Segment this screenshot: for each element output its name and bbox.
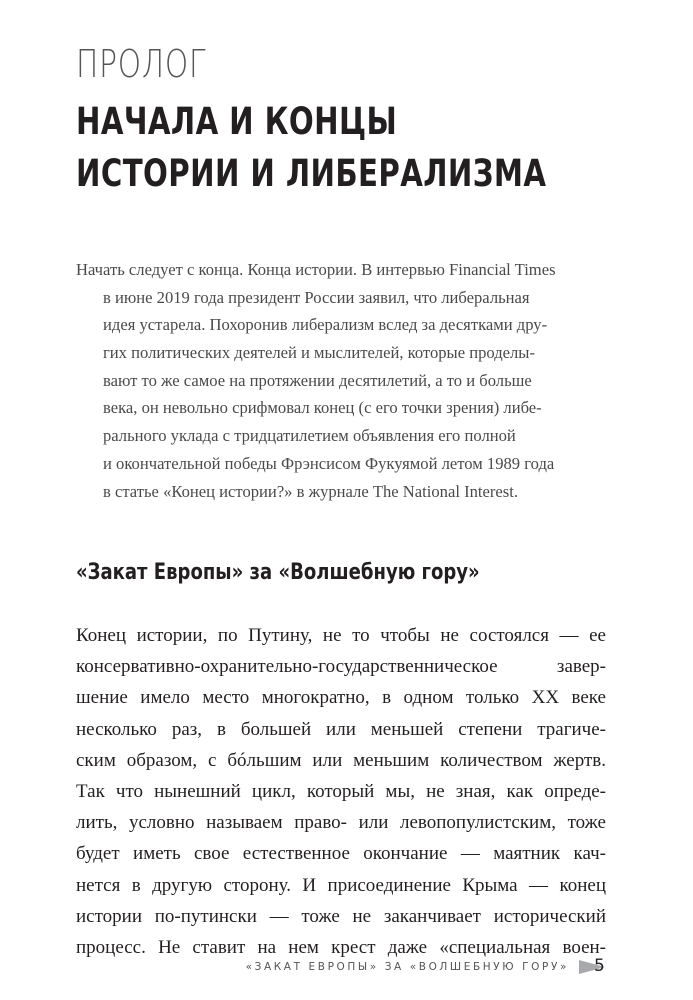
body-line: нется в другую сторону. И присоединение Крыма — конец [76,874,606,896]
body-line: ским образом, с бóльшим или меньшим количеством жертв. [76,749,606,771]
chapter-label: ПРОЛОГ [76,42,207,86]
body-line: шение имело место многократно, в одном только XX веке [76,687,606,709]
intro-paragraph [76,256,616,505]
intro-line: вают то же самое на протяжении десятилетий, а то и больше [103,370,532,390]
intro-line: рального уклада с тридцатилетием объявления его полной [103,426,516,446]
intro-line: и окончательной победы Фрэнсисом Фукуямой летом 1989 года [103,453,555,473]
intro-line: идея устарела. Похоронив либерализм вслед за десятками дру- [103,315,548,335]
body-line: лить, условно называем право- или левопопулистским, тоже [76,812,606,834]
body-line: процесс. Не ставит на нем крест даже «специальная воен- [76,936,606,958]
section-heading: «Закат Европы» за «Волшебную гору» [76,560,480,585]
body-line: несколько раз, в большей или меньшей степени трагиче- [76,718,606,740]
running-head: «ЗАКАТ ЕВРОПЫ» ЗА «ВОЛШЕБНУЮ ГОРУ» [245,961,569,973]
chapter-title-line-2: ИСТОРИИ И ЛИБЕРАЛИЗМА [76,152,547,195]
intro-line: в июне 2019 года президент России заявил, что либеральная [103,287,530,307]
body-line: Так что нынешний цикл, который мы, не зная, как опреде- [76,780,606,802]
intro-line: века, он невольно срифмовал конец (с его точки зрения) либе- [103,398,542,418]
body-line: истории по-путински — тоже не заканчивает исторический [76,905,606,927]
body-line: консервативно-охранительно-государственническое завер- [76,656,606,678]
intro-line: гих политических деятелей и мыслителей, которые проделы- [103,343,535,363]
intro-line: Начать следует с конца. Конца истории. В интервью Financial Times [76,260,556,279]
body-line: Конец истории, по Путину, не то чтобы не состоялся — ее [76,625,606,646]
intro-line: в статье «Конец истории?» в журнале The National Interest. [103,481,518,501]
body-paragraph [76,620,606,963]
body-line: будет иметь свое естественное окончание — маятник кач- [76,843,606,865]
page-number: 5 [594,956,605,976]
chapter-title-line-1: НАЧАЛА И КОНЦЫ [76,100,398,143]
page-footer [246,959,605,975]
